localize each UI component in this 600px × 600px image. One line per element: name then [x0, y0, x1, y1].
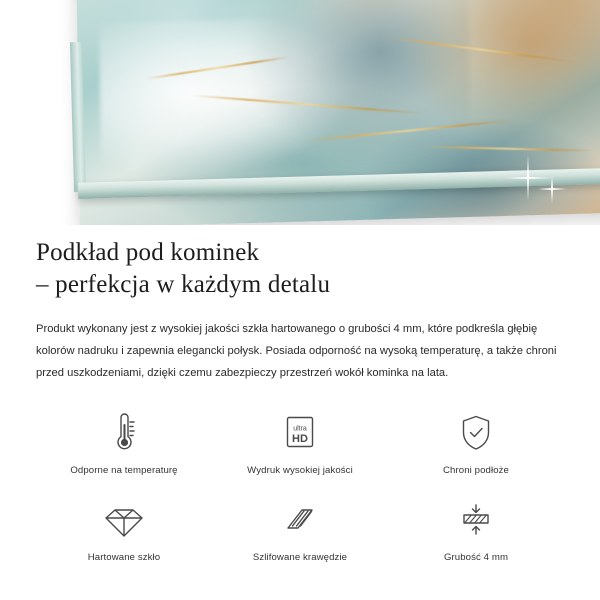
description-content	[0, 237, 600, 563]
feature-label: Chroni podłoże	[443, 464, 509, 476]
hero-product-image	[0, 0, 600, 225]
ultra-hd-icon	[277, 411, 323, 455]
feature-label: Wydruk wysokiej jakości	[247, 464, 353, 476]
svg-text:HD: HD	[292, 432, 308, 445]
shield-check-icon	[455, 411, 497, 455]
thermometer-icon	[104, 411, 144, 455]
feature-grid	[36, 411, 564, 563]
feature-label: Grubość 4 mm	[443, 551, 509, 563]
feature-label: Hartowane szkło	[87, 551, 161, 563]
feature-item-thickness	[388, 498, 564, 563]
feature-item-surface-protection	[388, 411, 564, 476]
feature-label: Szlifowane krawędzie	[252, 551, 348, 563]
svg-text:ultra: ultra	[293, 425, 307, 433]
thickness-arrows-icon	[454, 498, 498, 542]
feature-label: Odporne na temperaturę	[70, 464, 178, 476]
feature-item-polished-edges	[212, 498, 388, 563]
page-title	[36, 237, 564, 301]
feature-item-tempered-glass	[36, 498, 212, 563]
diamond-icon	[102, 498, 146, 542]
feature-item-print-quality	[212, 411, 388, 476]
polished-edges-icon	[278, 498, 322, 542]
description-paragraph: Produkt wykonany jest z wysokiej jakości szkła hartowanego o grubości 4 mm, które podkreśla głębię kolorów nadruku i zapewnia elegancki połysk. Posiada odporność na wysoką temperaturę, a także chroni przed uszkodzeniami, dzięki czemu zabezpieczy przestrzeń wokół kominka na lata.	[36, 323, 557, 379]
page-title-line-1: Podkład pod kominek	[36, 239, 260, 266]
page-title-line-2: – perfekcja w każdym detalu	[36, 271, 331, 298]
feature-item-temperature-resistant	[36, 411, 212, 476]
